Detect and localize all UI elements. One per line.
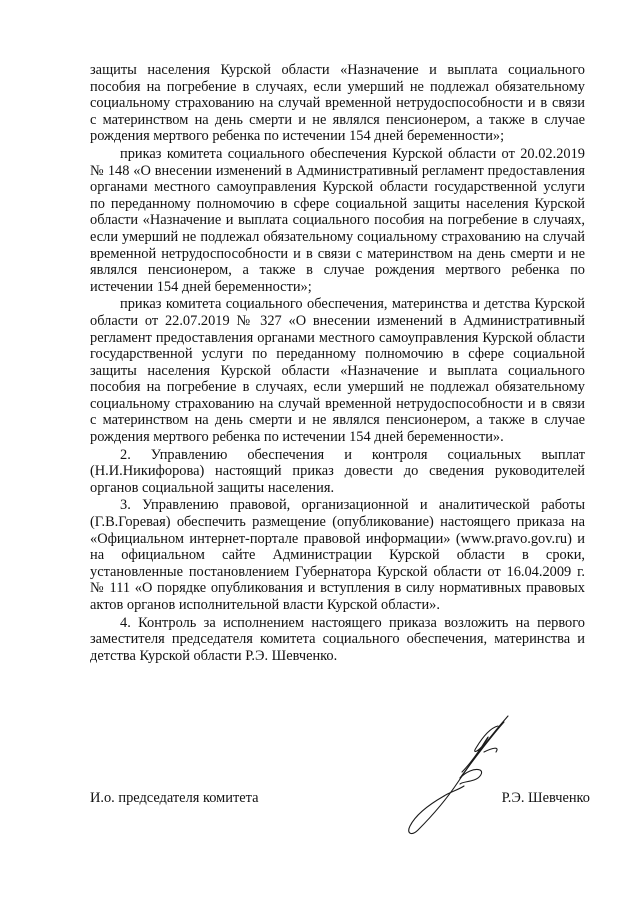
document-body [90, 62, 585, 664]
paragraph-item-4: 4. Контроль за исполнением настоящего приказа возложить на первого заместителя председателя комитета социального обеспечения, материнства и детства Курской области Р.Э. Шевченко. [90, 614, 585, 664]
handwritten-signature [400, 712, 515, 837]
paragraph-item-3: 3. Управлению правовой, организационной и аналитической работы (Г.В.Горевая) обеспечить размещение (опубликование) настоящего приказа на «Официальном интернет-портале правовой информации» (www.pravo.gov.ru) и на официальном сайте Администрации Курской области в сроки, установленные постановлением Губернатора Курской области от 16.04.2009 г. № 111 «О порядке опубликования и вступления в силу нормативных правовых актов органов исполнительной власти Курской области». [90, 497, 585, 613]
signature-block [90, 790, 590, 810]
paragraph-order-327: приказ комитета социального обеспечения, материнства и детства Курской области от 22.07.2019 № 327 «О внесении изменений в Административный регламент предоставления органами местного самоуправления Курской области государственной услуги по переданному полномочию в сфере социальной защиты населения Курской области «Назначение и выплата социального пособия на погребение в случаях, если умерший не подлежал обязательному социальному страхованию на случай временной нетрудоспособности и в связи с материнством на день смерти и не являлся пенсионером, а также в случае рождения мертвого ребенка по истечении 154 дней беременности». [90, 296, 585, 446]
signatory-name: Р.Э. Шевченко [501, 790, 590, 806]
paragraph-item-2: 2. Управлению обеспечения и контроля социальных выплат (Н.И.Никифорова) настоящий приказ довести до сведения руководителей органов социальной защиты населения. [90, 446, 585, 496]
paragraph-order-148: приказ комитета социального обеспечения Курской области от 20.02.2019 № 148 «О внесении изменений в Административный регламент предоставления органами местного самоуправления Курской области государственной услуги по переданному полномочию в сфере социальной защиты населения Курской области «Назначение и выплата социального пособия на погребение в случаях, если умерший не подлежал обязательному социальному страхованию на случай временной нетрудоспособности и в связи с материнством на день смерти и не являлся пенсионером, а также в случае рождения мертвого ребенка по истечении 154 дней беременности»; [90, 145, 585, 295]
signatory-title: И.о. председателя комитета [90, 790, 259, 806]
paragraph-continuation: защиты населения Курской области «Назначение и выплата социального пособия на погребение в случаях, если умерший не подлежал обязательному социальному страхованию на случай временной нетрудоспособности и в связи с материнством на день смерти и не являлся пенсионером, а также в случае рождения мертвого ребенка по истечении 154 дней беременности»; [90, 62, 585, 145]
